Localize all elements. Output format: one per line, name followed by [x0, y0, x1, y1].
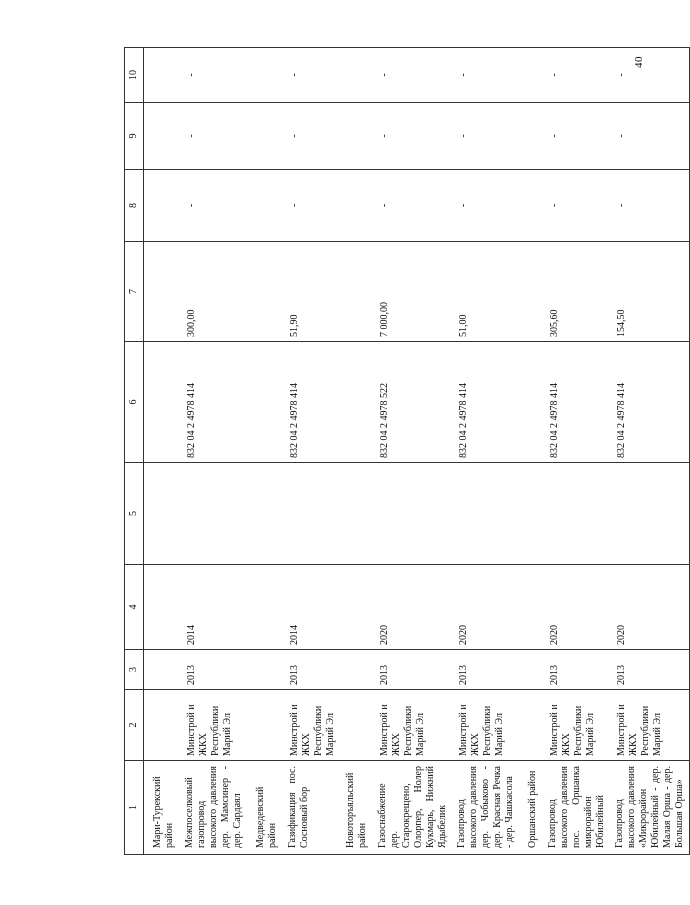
funding-table — [124, 47, 690, 855]
cell-col-2: Минстрой и ЖКХ Республики Марий Эл — [452, 690, 519, 761]
cell-col-1: Межпоселковый газопровод высокого давления дер. Мамсинер - дер. Сардаял — [180, 761, 247, 855]
column-header-6: 6 — [125, 342, 144, 463]
empty-cell — [519, 170, 543, 242]
empty-cell — [519, 650, 543, 690]
empty-cell — [337, 103, 373, 170]
column-header-3: 3 — [125, 650, 144, 690]
empty-cell — [519, 565, 543, 650]
cell-col-2: Минстрой и ЖКХ Республики Марий Эл — [373, 690, 452, 761]
empty-cell — [337, 690, 373, 761]
empty-cell — [337, 170, 373, 242]
table-row — [543, 48, 610, 855]
region-name: Медведевский район — [247, 761, 283, 855]
cell-col-10: - — [379, 73, 390, 77]
cell-col-3: 2013 — [373, 650, 452, 690]
cell-col-5 — [283, 463, 337, 565]
empty-cell — [144, 690, 181, 761]
empty-cell — [519, 103, 543, 170]
empty-cell — [337, 565, 373, 650]
cell-col-5 — [543, 463, 610, 565]
cell-col-3: 2013 — [180, 650, 247, 690]
empty-cell — [247, 342, 283, 463]
cell-col-2: Минстрой и ЖКХ Республики Марий Эл — [610, 690, 690, 761]
region-row — [337, 48, 373, 855]
cell-col-1: Газопровод высокого давления дер. Чобыково - дер. Красная Речка - дер. Чашкасола — [452, 761, 519, 855]
cell-col-3: 2013 — [543, 650, 610, 690]
region-name: Новоторъяльский район — [337, 761, 373, 855]
table-row — [180, 48, 247, 855]
region-row — [144, 48, 181, 855]
column-number-row — [125, 48, 144, 855]
region-row — [247, 48, 283, 855]
table-row — [283, 48, 337, 855]
cell-col-7: 300,00 — [180, 242, 247, 342]
cell-col-8: - — [373, 170, 452, 242]
cell-col-10: - — [616, 73, 627, 77]
cell-col-6: 832 04 2 4978 414 — [283, 342, 337, 463]
cell-col-8: - — [610, 170, 690, 242]
cell-col-1: Газопровод высокого давления «Микрорайон Юбилейный - дер. Малая Орша - дер. Большая Орша» — [610, 761, 690, 855]
cell-col-4: 2020 — [373, 565, 452, 650]
column-header-2: 2 — [125, 690, 144, 761]
empty-cell — [247, 650, 283, 690]
empty-cell — [247, 690, 283, 761]
column-header-9: 9 — [125, 103, 144, 170]
column-header-4: 4 — [125, 565, 144, 650]
empty-cell — [337, 463, 373, 565]
cell-col-6: 832 04 2 4978 414 — [610, 342, 690, 463]
cell-col-4: 2020 — [610, 565, 690, 650]
empty-cell — [519, 242, 543, 342]
empty-cell — [144, 565, 181, 650]
cell-col-7: 154,50 — [610, 242, 690, 342]
cell-col-9: - — [283, 103, 337, 170]
cell-col-7: 7 000,00 — [373, 242, 452, 342]
empty-cell — [144, 242, 181, 342]
column-header-10: 10 — [125, 48, 144, 103]
table-body — [144, 48, 690, 855]
table-row — [610, 48, 690, 855]
page-number: 40 — [633, 56, 645, 68]
cell-col-9: - — [610, 103, 690, 170]
empty-cell — [247, 103, 283, 170]
cell-col-7: 51,00 — [452, 242, 519, 342]
empty-cell — [247, 463, 283, 565]
cell-col-10: - — [549, 73, 560, 77]
empty-cell — [337, 650, 373, 690]
empty-cell — [519, 342, 543, 463]
cell-col-5 — [180, 463, 247, 565]
cell-col-8: - — [543, 170, 610, 242]
cell-col-9: - — [452, 103, 519, 170]
cell-col-2: Минстрой и ЖКХ Республики Марий Эл — [543, 690, 610, 761]
cell-col-10: - — [289, 73, 300, 77]
column-header-7: 7 — [125, 242, 144, 342]
empty-cell — [247, 565, 283, 650]
empty-cell — [247, 170, 283, 242]
empty-cell — [144, 463, 181, 565]
cell-col-2: Минстрой и ЖКХ Республики Марий Эл — [283, 690, 337, 761]
cell-col-7: 51,90 — [283, 242, 337, 342]
empty-cell — [337, 48, 373, 103]
cell-col-10: - — [458, 73, 469, 77]
column-header-1: 1 — [125, 761, 144, 855]
cell-col-1: Газоснабжение дер. Старокрещено, Олорпер, Нолер Кукмарь, Нижний Ядыбелик — [373, 761, 452, 855]
cell-col-8: - — [452, 170, 519, 242]
empty-cell — [144, 103, 181, 170]
empty-cell — [337, 242, 373, 342]
table-row — [452, 48, 519, 855]
empty-cell — [337, 342, 373, 463]
cell-col-1: Газификация пос. Сосновый бор — [283, 761, 337, 855]
cell-col-3: 2013 — [610, 650, 690, 690]
column-header-5: 5 — [125, 463, 144, 565]
cell-col-9: - — [373, 103, 452, 170]
empty-cell — [144, 342, 181, 463]
empty-cell — [519, 690, 543, 761]
cell-col-4: 2014 — [283, 565, 337, 650]
region-row — [519, 48, 543, 855]
column-header-8: 8 — [125, 170, 144, 242]
cell-col-8: - — [283, 170, 337, 242]
empty-cell — [144, 48, 181, 103]
empty-cell — [519, 463, 543, 565]
cell-col-5 — [452, 463, 519, 565]
cell-col-9: - — [180, 103, 247, 170]
cell-col-7: 305,60 — [543, 242, 610, 342]
empty-cell — [247, 242, 283, 342]
cell-col-6: 832 04 2 4978 522 — [373, 342, 452, 463]
cell-col-4: 2020 — [543, 565, 610, 650]
cell-col-4: 2020 — [452, 565, 519, 650]
cell-col-6: 832 04 2 4978 414 — [543, 342, 610, 463]
cell-col-8: - — [180, 170, 247, 242]
cell-col-5 — [373, 463, 452, 565]
cell-col-4: 2014 — [180, 565, 247, 650]
region-name: Мари-Турекский район — [144, 761, 181, 855]
region-name: Оршанский район — [519, 761, 543, 855]
cell-col-3: 2013 — [283, 650, 337, 690]
cell-col-6: 832 04 2 4978 414 — [452, 342, 519, 463]
cell-col-10: - — [186, 73, 197, 77]
empty-cell — [519, 48, 543, 103]
cell-col-9: - — [543, 103, 610, 170]
cell-col-6: 832 04 2 4978 414 — [180, 342, 247, 463]
cell-col-1: Газопровод высокого давления пос. Оршанка микрорайон Юбилейный — [543, 761, 610, 855]
cell-col-3: 2013 — [452, 650, 519, 690]
empty-cell — [247, 48, 283, 103]
table-row — [373, 48, 452, 855]
cell-col-5 — [610, 463, 690, 565]
empty-cell — [144, 170, 181, 242]
cell-col-2: Минстрой и ЖКХ Республики Марий Эл — [180, 690, 247, 761]
empty-cell — [144, 650, 181, 690]
